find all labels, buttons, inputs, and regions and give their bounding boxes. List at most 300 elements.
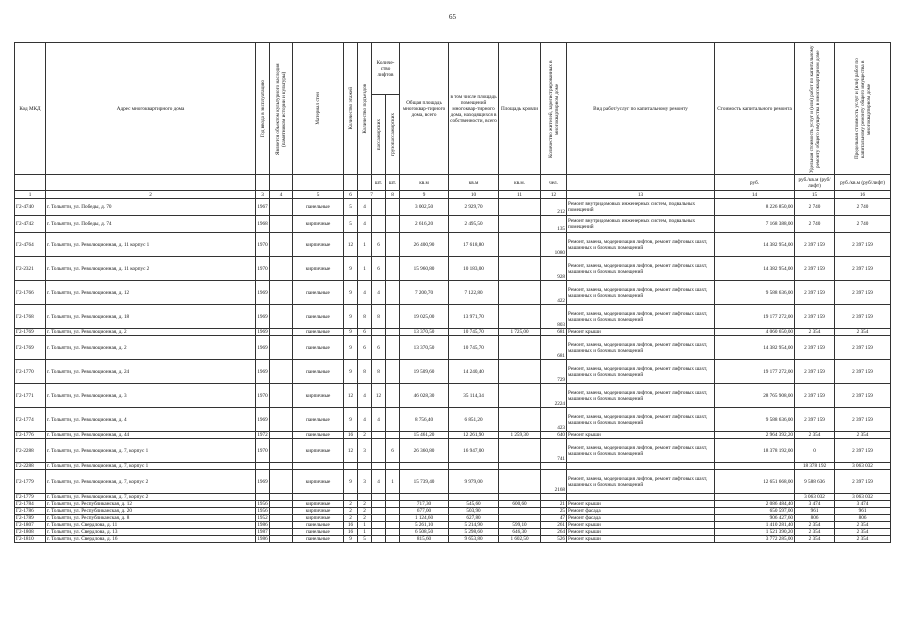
cell-max: 2 397 159 <box>835 470 891 494</box>
cell-res: 2168 <box>541 470 567 494</box>
cell-lp: 6 <box>372 233 386 257</box>
cell-addr: г. Тольятти, ул. Революционная, д. 7, корпус 1 <box>46 439 256 463</box>
cell-work: Ремонт крыши <box>567 432 715 439</box>
cell-work <box>567 463 715 470</box>
cell-code: Г2-1784 <box>15 501 46 508</box>
header-owned-area: в том числе площадь помещений многоквар-тирного дома, находящихся в собственности, всего <box>449 43 499 175</box>
cell-max: 2 354 <box>835 432 891 439</box>
cell-max: 2 354 <box>835 529 891 536</box>
cell-ent: 5 <box>358 536 372 543</box>
header-year: Год ввода в эксплуатацию <box>256 43 270 175</box>
cell-wall: панельные <box>293 529 344 536</box>
cell-max: 2 397 159 <box>835 257 891 281</box>
cell-max: 2 740 <box>835 216 891 233</box>
cell-code: Г2-1768 <box>15 305 46 329</box>
cell-floors: 12 <box>344 384 358 408</box>
cell-res: 1080 <box>541 233 567 257</box>
cell-max: 806 <box>835 515 891 522</box>
cell-floors: 16 <box>344 432 358 439</box>
cell-year: 1969 <box>256 360 270 384</box>
cell-roof <box>499 199 541 216</box>
cell-roof <box>499 494 541 501</box>
cell-total: 19 025,00 <box>400 305 449 329</box>
cell-work: Ремонт, замена, модернизация лифтов, ремонт лифтовых шахт, машинных и блочных помещений <box>567 384 715 408</box>
cell-lp <box>372 515 386 522</box>
cell-unit: 18 378 192 <box>795 463 835 470</box>
header-max-cost: Предельная стоимость услуг и (или) работ по капитальному ремонту общего имущества в многоквартирном доме <box>835 43 891 175</box>
cell-work: Ремонт, замена, модернизация лифтов, ремонт лифтовых шахт, машинных и блочных помещений <box>567 336 715 360</box>
cell-floors: 9 <box>344 305 358 329</box>
cell-cost: 1 410 281,40 <box>715 522 795 529</box>
header-residents: Количество жителей, зарегистрированных в многоквартирном доме <box>541 43 567 175</box>
cell-lg: 6 <box>386 439 400 463</box>
cell-res: 2224 <box>541 384 567 408</box>
cell-res <box>541 463 567 470</box>
cell-ent: 1 <box>358 529 372 536</box>
cell-work: Ремонт внутридомовых инженерных систем, подвальных помещений <box>567 199 715 216</box>
cell-cost <box>715 494 795 501</box>
cell-year: 1956 <box>257 501 268 507</box>
cell-year: 1969 <box>257 329 268 335</box>
header-wall: Материал стен <box>293 43 344 175</box>
cell-total: 15 960,80 <box>400 257 449 281</box>
cell-addr: г. Тольятти, ул. Революционная, д. 7, корпус 2 <box>46 494 256 501</box>
cell-floors: 12 <box>344 439 358 463</box>
cell-wall: кирпичные <box>293 257 344 281</box>
cell-ent: 4 <box>358 384 372 408</box>
cell-lg <box>386 199 400 216</box>
cell-cost: 2 086 484,40 <box>715 501 795 508</box>
cell-total: 815,60 <box>400 536 449 543</box>
cell-cost: 14 382 954,00 <box>715 233 795 257</box>
cell-unit: 2 740 <box>795 199 835 216</box>
cell-work: Ремонт крыши <box>567 529 715 536</box>
cell-work: Ремонт, замена, модернизация лифтов, ремонт лифтовых шахт, машинных и блочных помещений <box>567 360 715 384</box>
cell-wall: панельные <box>293 329 344 336</box>
cell-ent: 8 <box>358 305 372 329</box>
header-unit-cost: Удельная стоимость услуг и (или) работ по капитальному ремонту общего имущества в многоквартирном доме <box>795 43 835 175</box>
cell-roof <box>499 216 541 233</box>
cell-max: 2 397 159 <box>835 281 891 305</box>
header-cost: Стоимость капитального ремонта <box>715 43 795 175</box>
cell-lp <box>372 432 386 439</box>
cell-code: Г2-2288 <box>15 463 46 470</box>
cell-max: 2 354 <box>835 536 891 543</box>
cell-total: 2 616,20 <box>400 216 449 233</box>
cell-lp <box>372 494 386 501</box>
cell-work: Ремонт, замена, модернизация лифтов, ремонт лифтовых шахт, машинных и блочных помещений <box>567 281 715 305</box>
cell-year: 1969 <box>256 408 270 432</box>
cell-wall: панельные <box>293 305 344 329</box>
cell-res: 526 <box>541 536 567 543</box>
cell-floors: 9 <box>344 336 358 360</box>
cell-roof <box>499 336 541 360</box>
cell-roof <box>499 257 541 281</box>
cell-lp: 8 <box>372 305 386 329</box>
cell-lg <box>386 408 400 432</box>
cell-floors: 5 <box>344 216 358 233</box>
cell-owned: 13 971,70 <box>449 305 499 329</box>
cell-res: 803 <box>541 305 567 329</box>
cell-roof <box>499 515 541 522</box>
cell-owned: 35 114,34 <box>449 384 499 408</box>
cell-year <box>256 463 270 470</box>
header-address: Адрес многоквартирного дома <box>46 43 256 175</box>
cell-floors: 9 <box>344 470 358 494</box>
cell-cost: 1 521 390,20 <box>715 529 795 536</box>
cell-unit: 2 397 159 <box>795 360 835 384</box>
cell-code: Г2-1808 <box>15 529 46 536</box>
cell-wall: кирпичные <box>293 508 344 515</box>
cell-lp: 6 <box>372 257 386 281</box>
header-roof-area: Площадь кровли <box>499 43 541 175</box>
cell-wall: кирпичные <box>293 439 344 463</box>
cell-code: Г2-1766 <box>15 281 46 305</box>
cell-year: 1969 <box>256 305 270 329</box>
header-total-area: Общая площадь многоквар-тирного дома, всего <box>400 43 449 175</box>
cell-cost: 14 382 954,00 <box>715 257 795 281</box>
cell-heritage <box>270 233 293 257</box>
cell-heritage <box>270 463 293 470</box>
cell-heritage <box>270 360 293 384</box>
cell-lg <box>386 384 400 408</box>
table-row <box>15 257 891 281</box>
cell-code: Г2-1770 <box>15 360 46 384</box>
cell-lg <box>386 529 400 536</box>
cell-res: 264 <box>541 529 567 536</box>
cell-cost: 14 382 954,00 <box>715 336 795 360</box>
cell-ent: 1 <box>358 233 372 257</box>
table-row <box>15 432 891 439</box>
table-row <box>15 233 891 257</box>
cell-max: 3 474 <box>835 501 891 508</box>
cell-cost: 8 226 850,00 <box>715 199 795 216</box>
cell-owned: 627,80 <box>449 515 499 522</box>
cell-ent: 3 <box>358 470 372 494</box>
cell-total: 8 756,40 <box>400 408 449 432</box>
cell-lp <box>372 501 386 508</box>
cell-addr: г. Тольятти, ул. Свердлова, д. 13 <box>46 529 256 536</box>
cell-total: 13 370,50 <box>400 336 449 360</box>
cell-year: 1952 <box>257 515 268 521</box>
table-row <box>15 494 891 501</box>
cell-unit: 2 354 <box>795 432 835 439</box>
cell-total <box>400 494 449 501</box>
cell-unit: 2 354 <box>795 536 835 543</box>
cell-wall: кирпичные <box>293 233 344 257</box>
cell-max: 2 354 <box>835 329 891 336</box>
cell-floors: 9 <box>344 536 358 543</box>
units-row: шт. шт. кв.м кв.м кв.м. чел. руб. руб./кв.м (руб/лифт) руб./кв.м (руб/лифт) <box>15 175 891 191</box>
cell-res: 25 <box>541 508 567 515</box>
cell-code: Г2-4742 <box>15 216 46 233</box>
cell-res: 741 <box>541 439 567 463</box>
cell-lp: 4 <box>372 470 386 494</box>
cell-cost: 650 597,00 <box>715 508 795 515</box>
cell-total: 677,00 <box>400 508 449 515</box>
cell-res: 681 <box>541 336 567 360</box>
cell-ent: 2 <box>358 501 372 508</box>
cell-max: 2 397 159 <box>835 439 891 463</box>
cell-lg <box>386 360 400 384</box>
cell-floors: 2 <box>344 508 358 515</box>
cell-total: 46 028,30 <box>400 384 449 408</box>
table-row <box>15 199 891 216</box>
cell-year: 1986 <box>257 536 268 542</box>
cell-wall: панельные <box>293 281 344 305</box>
cell-floors: 16 <box>344 529 358 536</box>
cell-owned: 2 495,50 <box>449 216 499 233</box>
cell-lg <box>386 432 400 439</box>
cell-unit: 806 <box>795 515 835 522</box>
cell-floors: 9 <box>344 360 358 384</box>
cell-total: 5 261,10 <box>400 522 449 529</box>
cell-unit: 2 397 159 <box>795 233 835 257</box>
cell-wall <box>293 463 344 470</box>
cell-work: Ремонт крыши <box>567 329 715 336</box>
cell-owned: 6 851,20 <box>449 408 499 432</box>
cell-work: Ремонт фасада <box>567 508 715 515</box>
cell-total: 15 739,40 <box>400 470 449 494</box>
cell-year <box>256 494 270 501</box>
table-row <box>15 281 891 305</box>
cell-wall <box>293 494 344 501</box>
cell-heritage <box>270 305 293 329</box>
cell-total: 13 370,50 <box>400 329 449 336</box>
header-lifts: Количе-ство лифтов <box>372 43 400 95</box>
cell-total: 7 200,70 <box>400 281 449 305</box>
table-row <box>15 463 891 470</box>
cell-floors: 9 <box>344 281 358 305</box>
cell-res: 21 <box>541 501 567 508</box>
cell-max: 3 063 032 <box>835 494 891 501</box>
cell-ent: 6 <box>358 329 372 336</box>
cell-heritage <box>270 494 293 501</box>
cell-cost: 12 651 668,00 <box>715 470 795 494</box>
cell-owned: 7 122,80 <box>449 281 499 305</box>
cell-owned: 16 947,00 <box>449 439 499 463</box>
table-row <box>15 501 891 508</box>
cell-code: Г2-1771 <box>15 384 46 408</box>
cell-ent: 4 <box>358 408 372 432</box>
cell-code: Г2-1769 <box>15 329 46 336</box>
cell-year: 1970 <box>256 384 270 408</box>
cell-unit: 2 354 <box>795 329 835 336</box>
cell-year: 1972 <box>257 432 268 438</box>
cell-lp <box>372 216 386 233</box>
cell-addr: г. Тольятти, ул. Республиканская, д. 12 <box>46 501 256 508</box>
cell-year: 1970 <box>256 233 270 257</box>
cell-year: 1969 <box>256 281 270 305</box>
cell-total: 717,30 <box>400 501 449 508</box>
cell-addr: г. Тольятти, ул. Свердлова, д. 16 <box>46 536 256 543</box>
cell-unit: 2 397 159 <box>795 336 835 360</box>
cell-unit: 2 397 159 <box>795 257 835 281</box>
cell-max: 2 397 159 <box>835 305 891 329</box>
cell-heritage <box>270 536 293 543</box>
cell-year: 1967 <box>256 199 270 216</box>
cell-max: 2 354 <box>835 522 891 529</box>
cell-heritage <box>270 432 293 439</box>
cell-code: Г2-1779 <box>15 470 46 494</box>
cell-roof: 646,30 <box>499 529 541 536</box>
cell-heritage <box>270 408 293 432</box>
cell-addr: г. Тольятти, ул. Революционная, д. 4 <box>46 408 256 432</box>
cell-addr: г. Тольятти, ул. Победы, д. 70 <box>46 199 256 216</box>
header-work: Вид работ/услуг по капитальному ремонту <box>567 43 715 175</box>
cell-year: 1956 <box>257 508 268 514</box>
cell-heritage <box>270 508 293 515</box>
cell-ent <box>358 494 372 501</box>
cell-cost: 4 060 650,00 <box>715 329 795 336</box>
cell-res: 261 <box>541 522 567 529</box>
cell-heritage <box>270 336 293 360</box>
cell-ent: 2 <box>358 515 372 522</box>
cell-heritage <box>270 281 293 305</box>
cell-code: Г2-1776 <box>15 432 46 439</box>
cell-addr: г. Тольятти, ул. Революционная, д. 7, корпус 2 <box>46 470 256 494</box>
cell-cost: 19 177 272,00 <box>715 305 795 329</box>
table-row <box>15 470 891 494</box>
cell-wall: панельные <box>293 408 344 432</box>
cell-unit: 2 397 159 <box>795 305 835 329</box>
table-row <box>15 408 891 432</box>
cell-res: 422 <box>541 281 567 305</box>
cell-lg <box>386 257 400 281</box>
cell-res: 135 <box>541 216 567 233</box>
cell-roof <box>499 360 541 384</box>
cell-addr: г. Тольятти, ул. Революционная, д. 11 корпус 2 <box>46 257 256 281</box>
cell-total: 1 124,60 <box>400 515 449 522</box>
cell-cost: 2 964 392,20 <box>715 432 795 439</box>
cell-year: 1969 <box>256 470 270 494</box>
cell-floors: 9 <box>344 329 358 336</box>
cell-wall: кирпичные <box>293 470 344 494</box>
cell-max: 2 397 159 <box>835 408 891 432</box>
table-row <box>15 522 891 529</box>
cell-heritage <box>270 329 293 336</box>
cell-heritage <box>270 257 293 281</box>
cell-res: 729 <box>541 360 567 384</box>
cell-work: Ремонт, замена, модернизация лифтов, ремонт лифтовых шахт, машинных и блочных помещений <box>567 408 715 432</box>
cell-lp <box>372 529 386 536</box>
cell-ent: 3 <box>358 439 372 463</box>
cell-work: Ремонт крыши <box>567 536 715 543</box>
cell-lg <box>386 463 400 470</box>
cell-lg <box>386 515 400 522</box>
cell-heritage <box>270 529 293 536</box>
cell-ent: 4 <box>358 216 372 233</box>
cell-lp: 8 <box>372 360 386 384</box>
cell-addr: г. Тольятти, ул. Революционная, д. 2 <box>46 336 256 360</box>
cell-addr: г. Тольятти, ул. Республиканская, д. 8 <box>46 515 256 522</box>
cell-unit: 2 354 <box>795 522 835 529</box>
header-entrances: Количество подъездов <box>358 43 372 175</box>
cell-addr: г. Тольятти, ул. Революционная, д. 44 <box>46 432 256 439</box>
cell-max: 961 <box>835 508 891 515</box>
cell-addr: г. Тольятти, ул. Свердлова, д. 11 <box>46 522 256 529</box>
cell-owned: 5 298,60 <box>449 529 499 536</box>
cell-lg <box>386 508 400 515</box>
cell-max: 3 063 032 <box>835 463 891 470</box>
cell-ent <box>358 463 372 470</box>
cell-res <box>541 494 567 501</box>
cell-max: 2 740 <box>835 199 891 216</box>
header-heritage: Является объектом культурного наследия (памятником истории и культуры) <box>270 43 293 175</box>
cell-lp: 12 <box>372 384 386 408</box>
cell-code: Г2-2321 <box>15 257 46 281</box>
cell-addr: г. Тольятти, ул. Революционная, д. 18 <box>46 305 256 329</box>
capital-repair-table <box>14 42 891 543</box>
cell-lg <box>386 216 400 233</box>
cell-work: Ремонт крыши <box>567 501 715 508</box>
cell-cost: 28 765 908,00 <box>715 384 795 408</box>
cell-addr: г. Тольятти, ул. Революционная, д. 12 <box>46 281 256 305</box>
cell-owned: 503,90 <box>449 508 499 515</box>
cell-lg <box>386 329 400 336</box>
cell-floors: 9 <box>344 257 358 281</box>
cell-owned: 10 745,70 <box>449 329 499 336</box>
cell-year: 1987 <box>257 529 268 535</box>
cell-floors <box>344 463 358 470</box>
cell-lp <box>372 439 386 463</box>
cell-ent: 6 <box>358 336 372 360</box>
cell-floors: 2 <box>344 515 358 522</box>
cell-wall: кирпичные <box>293 515 344 522</box>
cell-unit: 3 474 <box>795 501 835 508</box>
cell-owned <box>449 494 499 501</box>
cell-lp <box>372 508 386 515</box>
cell-lg <box>386 233 400 257</box>
cell-floors: 5 <box>344 199 358 216</box>
cell-cost: 19 177 272,00 <box>715 360 795 384</box>
cell-addr: г. Тольятти, ул. Победы, д. 74 <box>46 216 256 233</box>
cell-code: Г2-1769 <box>15 336 46 360</box>
cell-lp <box>372 329 386 336</box>
cell-total: 6 508,50 <box>400 529 449 536</box>
cell-cost: 9 588 636,00 <box>715 408 795 432</box>
cell-work: Ремонт крыши <box>567 522 715 529</box>
table-row <box>15 529 891 536</box>
cell-addr: г. Тольятти, ул. Революционная, д. 7, корпус 1 <box>46 463 256 470</box>
cell-owned: 9 653,80 <box>449 536 499 543</box>
cell-cost: 906 427,60 <box>715 515 795 522</box>
table-row <box>15 360 891 384</box>
cell-ent: 2 <box>358 432 372 439</box>
cell-work <box>567 494 715 501</box>
cell-work: Ремонт фасада <box>567 515 715 522</box>
cell-unit: 2 354 <box>795 529 835 536</box>
cell-lp <box>372 463 386 470</box>
cell-cost <box>715 463 795 470</box>
cell-lp <box>372 536 386 543</box>
cell-roof <box>499 281 541 305</box>
cell-lp: 4 <box>372 281 386 305</box>
cell-max: 2 397 159 <box>835 360 891 384</box>
cell-ent: 8 <box>358 360 372 384</box>
cell-roof: 1 602,50 <box>499 536 541 543</box>
cell-year: 1970 <box>256 257 270 281</box>
cell-roof: 600,60 <box>499 501 541 508</box>
cell-lp: 4 <box>372 408 386 432</box>
cell-unit: 2 397 159 <box>795 384 835 408</box>
cell-unit: 0 <box>795 439 835 463</box>
cell-floors: 12 <box>344 233 358 257</box>
cell-unit: 2 740 <box>795 216 835 233</box>
cell-max: 2 397 159 <box>835 233 891 257</box>
cell-unit: 2 397 159 <box>795 281 835 305</box>
cell-addr: г. Тольятти, ул. Революционная, д. 11 корпус 1 <box>46 233 256 257</box>
